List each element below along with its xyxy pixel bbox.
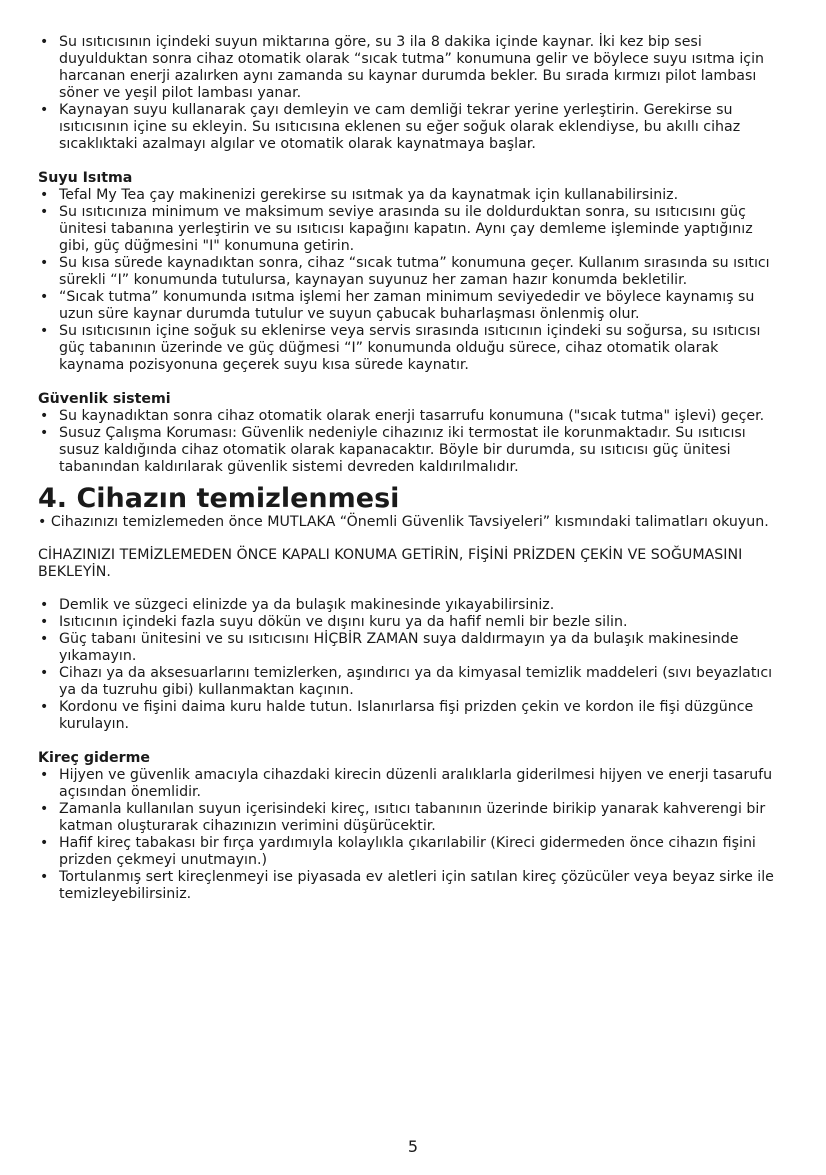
list-item: • Su kaynadıktan sonra cihaz otomatik olarak enerji tasarrufu konumuna ("sıcak tutma" işlevi) geçer.	[38, 408, 786, 425]
chapter-title: 4. Cihazın temizlenmesi	[38, 483, 400, 514]
cleaning-list	[38, 597, 786, 733]
section-heading-safety: Güvenlik sistemi	[38, 391, 171, 407]
list-item: • Susuz Çalışma Koruması: Güvenlik nedeniyle cihazınız iki termostat ile korunmaktadır. Su ısıtıcısı susuz kaldığında cihaz otomatik olarak kapanacaktır. Böyle bir durumda, su ısıtıcısı güç ünitesi tabanından kaldırılarak güvenlik sistemi devreden kaldırılmalıdır.	[38, 425, 786, 476]
cleaning-warning: CİHAZINIZI TEMİZLEMEDEN ÖNCE KAPALI KONUMA GETİRİN, FİŞİNİ PRİZDEN ÇEKİN VE SOĞUMASINI BEKLEYİN.	[38, 547, 743, 580]
list-item: • Hijyen ve güvenlik amacıyla cihazdaki kirecin düzenli aralıklarla giderilmesi hijyen ve enerji tasarufu açısından önemlidir.	[38, 767, 786, 801]
chapter-intro: • Cihazınızı temizlemeden önce MUTLAKA “Önemli Güvenlik Tavsiyeleri” kısmındaki talimatları okuyun.	[38, 514, 769, 530]
list-item: • Hafif kireç tabakası bir fırça yardımıyla kolaylıkla çıkarılabilir (Kireci gidermeden önce cihazın fişini prizden çekmeyi unutmayın.)	[38, 835, 786, 869]
list-item: • Isıtıcının içindeki fazla suyu dökün ve dışını kuru ya da hafif nemli bir bezle silin.	[38, 614, 786, 631]
list-item: • Tefal My Tea çay makinenizi gerekirse su ısıtmak ya da kaynatmak için kullanabilirsiniz.	[38, 187, 786, 204]
list-item: • Cihazı ya da aksesuarlarını temizlerken, aşındırıcı ya da kimyasal temizlik maddeleri (sıvı beyazlatıcı ya da tuzruhu gibi) kullanmaktan kaçının.	[38, 665, 786, 699]
list-item: • Su ısıtıcısının içine soğuk su eklenirse veya servis sırasında ısıtıcının içindeki su soğursa, su ısıtıcısı güç tabanının üzerinde ve güç düğmesi “I” konumunda olduğu sürece, cihaz otomatik olarak kaynama pozisyonuna geçerek suyu kısa sürede kaynatır.	[38, 323, 786, 374]
list-item: • Su ısıtıcısının içindeki suyun miktarına göre, su 3 ila 8 dakika içinde kaynar. İki kez bip sesi duyulduktan sonra cihaz otomatik olarak “sıcak tutma” konumuna gelir ve böylece suyu ısıtma için harcanan enerji azalırken aynı zamanda su kaynar durumda bekler. Bu sırada kırmızı pilot lambası söner ve yeşil pilot lambası yanar.	[38, 34, 786, 102]
list-item: • Kaynayan suyu kullanarak çayı demleyin ve cam demliği tekrar yerine yerleştirin. Gerekirse su ısıtıcısının içine su ekleyin. Su ısıtıcısına eklenen su eğer soğuk olarak eklendiyse, bu akıllı cihaz sıcaklıktaki azalmayı algılar ve otomatik olarak kaynatmaya başlar.	[38, 102, 786, 153]
list-item: • “Sıcak tutma” konumunda ısıtma işlemi her zaman minimum seviyededir ve böylece kaynamış su uzun süre kaynar durumda tutulur ve suyun çabucak buharlaşması önlenmiş olur.	[38, 289, 786, 323]
safety-list	[38, 408, 786, 476]
document-page	[38, 34, 786, 903]
list-item: • Tortulanmış sert kireçlenmeyi ise piyasada ev aletleri için satılan kireç çözücüler veya beyaz sirke ile temizleyebilirsiniz.	[38, 869, 786, 903]
heating-list	[38, 187, 786, 374]
list-item: • Güç tabanı ünitesini ve su ısıtıcısını HİÇBİR ZAMAN suya daldırmayın ya da bulaşık makinesinde yıkamayın.	[38, 631, 786, 665]
descaling-list	[38, 767, 786, 903]
list-item: • Zamanla kullanılan suyun içerisindeki kireç, ısıtıcı tabanının üzerinde birikip yanarak kahverengi bir katman oluşturarak cihazınızın verimini düşürücektir.	[38, 801, 786, 835]
list-item: • Demlik ve süzgeci elinizde ya da bulaşık makinesinde yıkayabilirsiniz.	[38, 597, 786, 614]
list-item: • Su kısa sürede kaynadıktan sonra, cihaz “sıcak tutma” konumuna geçer. Kullanım sırasında su ısıtıcı sürekli “I” konumunda tutulursa, kaynayan suyunuz her zaman hazır konumda bekletilir.	[38, 255, 786, 289]
list-item: • Su ısıtıcınıza minimum ve maksimum seviye arasında su ile doldurduktan sonra, su ısıtıcısını güç ünitesi tabanına yerleştirin ve su ısıtıcısı kapağını kapatın. Aynı çay demleme işleminde yaptığınız gibi, güç düğmesini "I" konumuna getirin.	[38, 204, 786, 255]
list-item: • Kordonu ve fişini daima kuru halde tutun. Islanırlarsa fişi prizden çekin ve kordon ile fişi düzgünce kurulayın.	[38, 699, 786, 733]
boiling-list	[38, 34, 786, 153]
section-heading-descaling: Kireç giderme	[38, 750, 151, 766]
section-heading-heating: Suyu Isıtma	[38, 170, 133, 186]
page-number: 5	[407, 1137, 419, 1156]
